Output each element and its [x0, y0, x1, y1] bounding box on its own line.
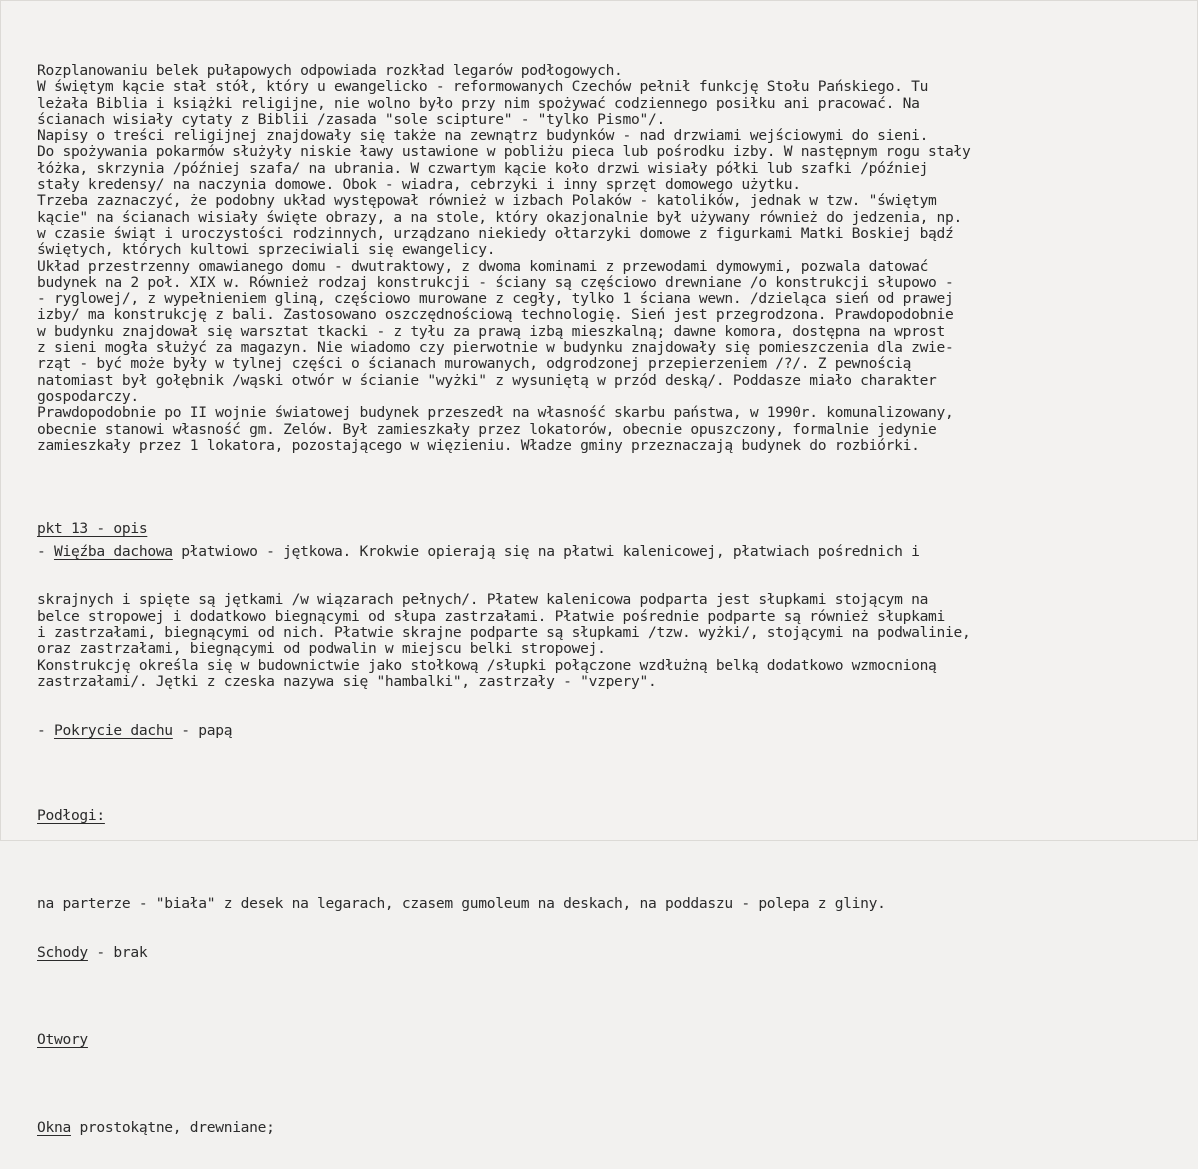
spacer	[37, 772, 970, 776]
text-line: obecnie stanowi własność gm. Zelów. Był zamieszkały przez lokatorów, obecnie opuszczony, formalnie jedynie	[37, 420, 937, 438]
roof-truss-line	[37, 544, 970, 560]
typed-text-block-main	[37, 63, 970, 454]
text-line: ścianach wisiały cytaty z Biblii /zasada "sole scipture" - "tylko Pismo"/.	[37, 110, 665, 128]
text-line: Napisy o treści religijnej znajdowały się także na zewnątrz budynków - nad drzwiami wejściowymi do sieni.	[37, 127, 929, 145]
text-line: oraz zastrzałami, biegnącymi od podwalin w miejscu belki stropowej.	[37, 640, 606, 658]
text-line: rząt - być może były w tylnej części o ścianach murowanych, odgrodzonej przepierzeniem /?/. Z pewnością	[37, 355, 912, 373]
spacer	[37, 994, 970, 1000]
section-heading: pkt 13 - opis	[37, 519, 148, 537]
dash: -	[37, 721, 54, 739]
typed-text-block-description	[37, 511, 970, 1169]
stairs-line	[37, 945, 970, 961]
openings-heading: Otwory	[37, 1031, 88, 1049]
roof-covering-text: - papą	[172, 721, 233, 739]
text-line: zamieszkały przez 1 lokatora, pozostającego w więzieniu. Władze gminy przeznaczają budynek do rozbiórki.	[37, 436, 920, 454]
text-line: W świętym kącie stał stół, który u ewangelicko - reformowanych Czechów pełnił funkcję Stołu Pańskiego. Tu	[37, 78, 929, 96]
floors-text: na parterze - "biała" z desek na legarach, czasem gumoleum na deskach, na poddaszu - polepa z gliny.	[37, 894, 886, 912]
text-line: gospodarczy.	[37, 387, 139, 405]
stairs-text: - brak	[87, 943, 148, 961]
text-line: belce stropowej i dodatkowo biegnącymi od słupa zastrzałami. Płatwie pośrednie podparte są również słupkami	[37, 607, 946, 625]
windows-line	[37, 1120, 970, 1136]
text-line: Rozplanowaniu belek pułapowych odpowiada rozkład legarów podłogowych.	[37, 62, 623, 79]
text-line: w budynku znajdował się warsztat tkacki - z tyłu za prawą izbą mieszkalną; dawne komora, dostępna na wprost	[37, 322, 946, 340]
text-line: stały kredensy/ na naczynia domowe. Obok - wiadra, cebrzyki i inny sprzęt domowego użytku.	[37, 176, 801, 194]
text-line: - ryglowej/, z wypełnieniem gliną, częściowo murowane z cegły, tylko 1 ściana wewn. /dzieląca sień od prawej	[37, 290, 954, 308]
text-line: łóżka, skrzynia /później szafa/ na ubrania. W czwartym kącie koło drzwi wisiały półki lub szafki /później	[37, 159, 929, 177]
roof-truss-text: płatwiowo - jętkowa. Krokwie opierają się na płatwi kalenicowej, płatwiach pośrednich i	[172, 542, 920, 560]
text-line: Do spożywania pokarmów służyły niskie ławy ustawione w pobliżu pieca lub pośrodku izby. W następnym rogu stały	[37, 143, 971, 161]
text-line: budynek na 2 poł. XIX w. Również rodzaj konstrukcji - ściany są częściowo drewniane /o konstrukcji słupowo -	[37, 273, 954, 291]
text-line: skrajnych i spięte są jętkami /w wiązarach pełnych/. Płatew kalenicowa podparta jest słupkami stojącym na	[37, 591, 929, 609]
dash: -	[37, 542, 54, 560]
text-line: zastrzałami/. Jętki z czeska nazywa się "hambalki", zastrzały - "vzpery".	[37, 672, 657, 690]
windows-label: Okna	[37, 1118, 71, 1136]
text-line: kącie" na ścianach wisiały święte obrazy, a na stole, który okazjonalnie był używany również do jedzenia, np.	[37, 208, 962, 226]
text-line: w czasie świąt i uroczystości rodzinnych, urządzano niekiedy ołtarzyki domowe z figurkami Matki Boskiej bądź	[37, 224, 954, 242]
stairs-label: Schody	[37, 943, 88, 961]
text-line: Prawdopodobnie po II wojnie światowej budynek przeszedł na własność skarbu państwa, w 1990r. komunalizowany,	[37, 404, 954, 422]
text-line: leżała Biblia i książki religijne, nie wolno było przy nim spożywać codziennego posiłku ani pracować. Na	[37, 94, 920, 112]
text-line: z sieni mogła służyć za magazyn. Nie wiadomo czy pierwotnie w budynku znajdowały się pomieszczenia dla zwie-	[37, 339, 954, 357]
windows-text: prostokątne, drewniane;	[70, 1118, 275, 1136]
text-line: świętych, których kultowi sprzeciwiali się ewangelicy.	[37, 241, 496, 259]
roof-covering-label: Pokrycie dachu	[53, 721, 173, 739]
text-line: i zastrzałami, biegnącymi od nich. Płatwie skrajne podparte są słupkami /tzw. wyżki/, stojącymi na podwalinie,	[37, 624, 971, 642]
spacer	[37, 1081, 970, 1087]
roof-truss-label: Więźba dachowa	[53, 542, 173, 560]
roof-covering-line	[37, 723, 970, 739]
roof-description-lines	[37, 592, 970, 690]
text-line: Konstrukcję określa się w budownictwie jako stołkową /słupki połączone wzdłużną belką dodatkowo wzmocnioną	[37, 656, 937, 674]
text-line: izby/ ma konstrukcję z bali. Zastosowano oszczędnościową technologię. Sień jest przegrodzona. Prawdopodobnie	[37, 306, 954, 324]
floors-heading: Podłogi:	[37, 807, 105, 825]
spacer	[37, 857, 970, 863]
text-line: natomiast był gołębnik /wąski otwór w ścianie "wyżki" z wysuniętą w przód deską/. Poddasze miało charakter	[37, 371, 937, 389]
text-line: Trzeba zaznaczyć, że podobny układ występował również w izbach Polaków - katolików, jednak w tzw. "świętym	[37, 192, 937, 210]
text-line: Układ przestrzenny omawianego domu - dwutraktowy, z dwoma kominami z przewodami dymowymi, pozwala datować	[37, 257, 929, 275]
